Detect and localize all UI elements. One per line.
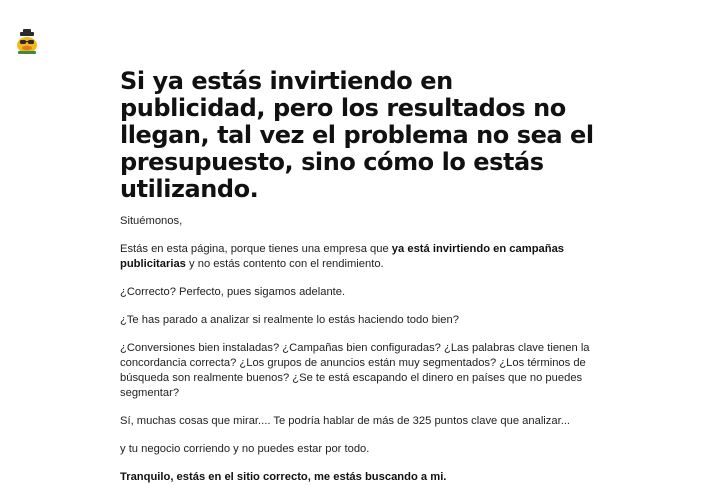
paragraph-key-points: Sí, muchas cosas que mirar.... Te podría hablar de más de 325 puntos clave que analizar... <box>120 415 571 427</box>
paragraph-situation <box>120 242 600 272</box>
page-headline: Si ya estás invirtiendo en publicidad, pero los resultados no llegan, tal vez el problema no sea el presupuesto, sino cómo lo estás utilizando. <box>120 67 594 203</box>
main-content <box>120 68 600 485</box>
paragraph-bold-text: Tranquilo, estás en el sitio correcto, me estás buscando a mi. <box>120 471 447 483</box>
duck-mascot-icon <box>12 28 42 60</box>
paragraph-business: y tu negocio corriendo y no puedes estar por todo. <box>120 443 370 455</box>
paragraph-checklist: ¿Conversiones bien instaladas? ¿Campañas bien configuradas? ¿Las palabras clave tienen la concordancia correcta? ¿Los grupos de anuncios están muy segmentados? ¿Los términos de búsqueda son realmente buenos? ¿Se te está escapando el dinero en países que no puedes segmentar? <box>120 342 590 399</box>
paragraph-correct: ¿Correcto? Perfecto, pues sigamos adelante. <box>120 286 346 298</box>
paragraph-question: ¿Te has parado a analizar si realmente lo estás haciendo todo bien? <box>120 314 459 326</box>
paragraph-text: Estás en esta página, porque tienes una empresa que <box>120 243 392 255</box>
paragraph-intro: Situémonos, <box>120 215 183 227</box>
paragraph-bold-text: ya está invirtiendo en campañas publicitarias <box>120 243 565 270</box>
logo[interactable] <box>12 28 42 60</box>
paragraph-text: y no estás contento con el rendimiento. <box>185 258 384 270</box>
paragraph-closing <box>120 470 600 485</box>
